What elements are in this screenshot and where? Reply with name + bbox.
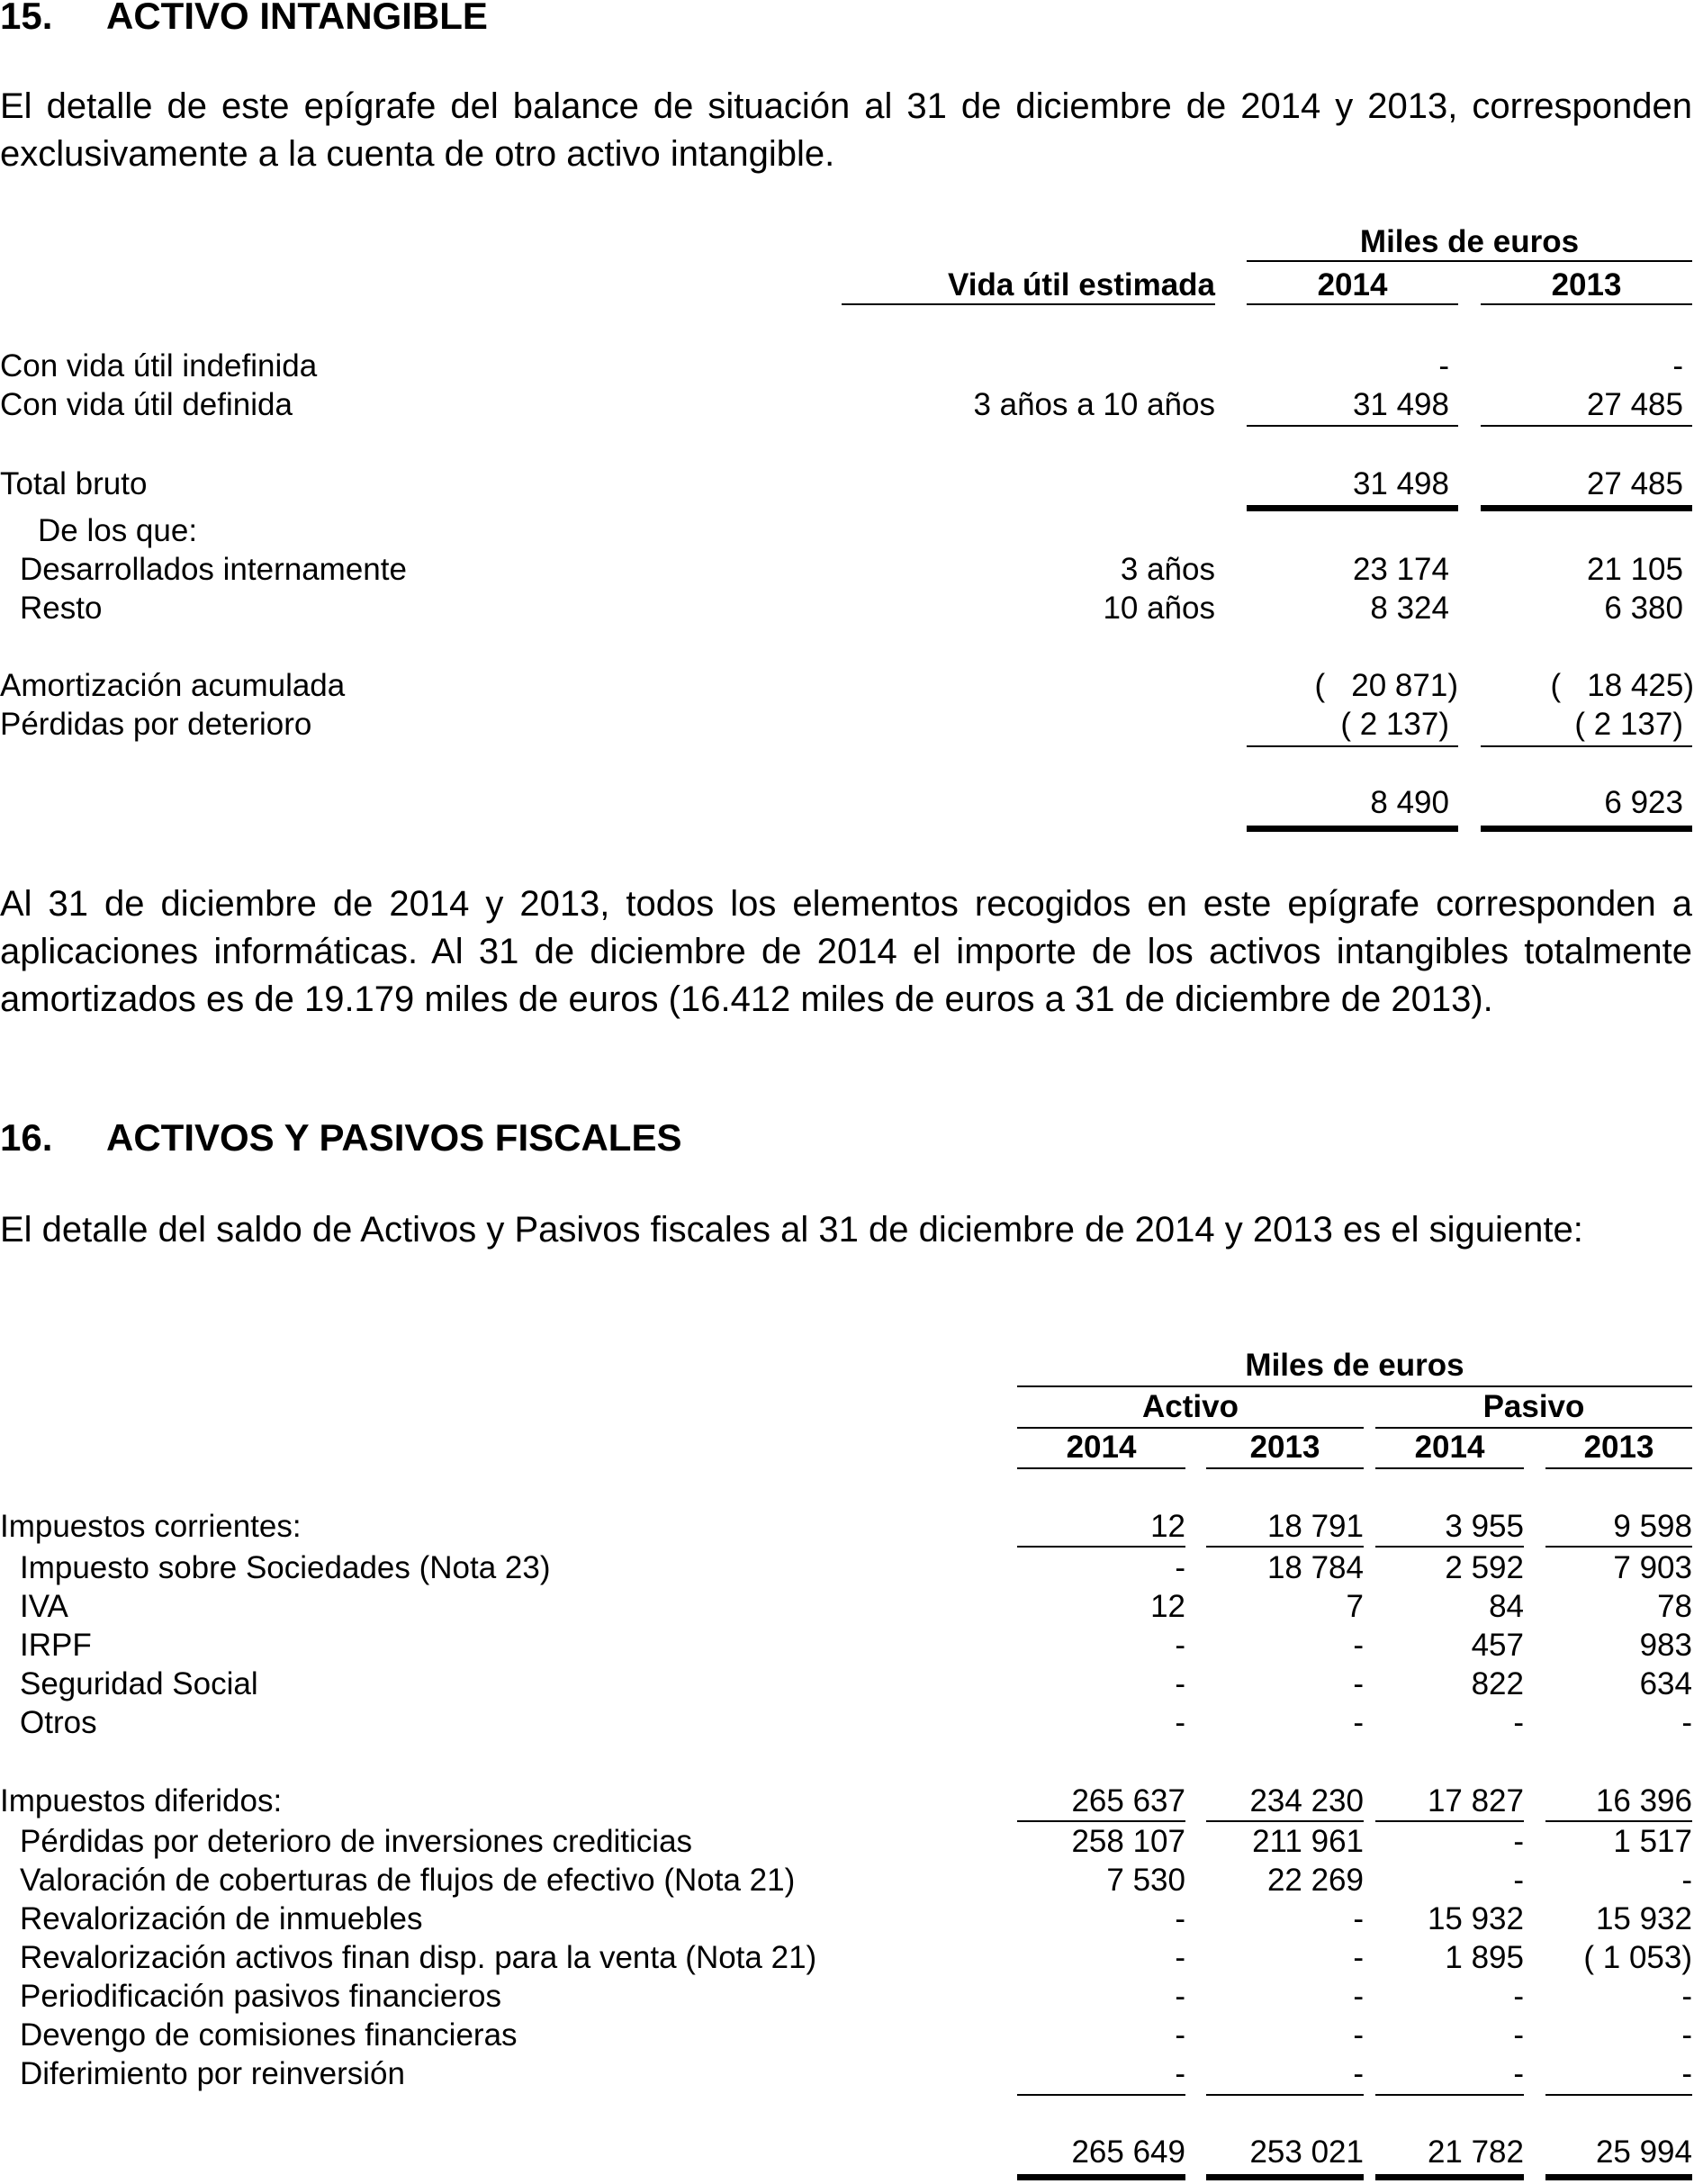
- table-cell: 10 años: [1103, 591, 1215, 626]
- table-cell: 8 490: [1370, 785, 1449, 820]
- table-cell: -: [1513, 2056, 1524, 2091]
- table-cell: 25 994: [1595, 2134, 1692, 2170]
- table-cell: 16 396: [1595, 1783, 1692, 1818]
- table-cell: -: [1353, 1979, 1364, 2014]
- table-row-label: Revalorización activos finan disp. para la venta (Nota 21): [20, 1940, 817, 1975]
- table-row-label: Desarrollados internamente: [20, 552, 407, 587]
- table-cell: -: [1681, 1863, 1692, 1898]
- table-cell: 7 530: [1106, 1863, 1185, 1898]
- header-pasivo-2014: 2014: [1414, 1430, 1485, 1465]
- table-cell: -: [1175, 1550, 1185, 1585]
- table-cell: 634: [1639, 1666, 1692, 1701]
- header-miles-de-euros: Miles de euros: [1359, 224, 1580, 259]
- table-cell: 1 895: [1445, 1940, 1524, 1975]
- table-cell: 27 485: [1586, 387, 1683, 422]
- table-cell: -: [1175, 1666, 1185, 1701]
- table-row-label: IRPF: [20, 1628, 92, 1663]
- table-row-label: Revalorización de inmuebles: [20, 1901, 423, 1936]
- table-cell: -: [1175, 1628, 1185, 1663]
- table-row-label: Con vida útil definida: [0, 387, 293, 422]
- table-cell: -: [1353, 1705, 1364, 1740]
- table-cell: 7: [1346, 1589, 1364, 1624]
- table-cell: -: [1513, 1979, 1524, 2014]
- table-cell: 6 380: [1604, 591, 1683, 626]
- table-row-label: De los que:: [38, 513, 198, 548]
- table-cell: 983: [1639, 1628, 1692, 1663]
- table-cell: 12: [1150, 1509, 1185, 1544]
- section-16-title: ACTIVOS Y PASIVOS FISCALES: [106, 1116, 682, 1159]
- table-cell: -: [1681, 1705, 1692, 1740]
- table-row-label: Resto: [20, 591, 103, 626]
- table-row-label: Con vida útil indefinida: [0, 348, 318, 384]
- table-cell: -: [1175, 1901, 1185, 1936]
- table-cell: 31 498: [1352, 387, 1449, 422]
- table-cell: -: [1681, 2056, 1692, 2091]
- header-vida-util: Vida útil estimada: [948, 267, 1215, 302]
- section-15-title: ACTIVO INTANGIBLE: [106, 0, 488, 37]
- table-cell: -: [1175, 1705, 1185, 1740]
- table-cell: 253 021: [1249, 2134, 1364, 2170]
- section-15-number: 15.: [0, 0, 53, 37]
- header-activo-2013: 2013: [1249, 1430, 1320, 1465]
- table-cell: ( 18 425): [1550, 668, 1694, 703]
- table-cell: -: [1681, 1979, 1692, 2014]
- table-cell: 22 269: [1266, 1863, 1364, 1898]
- section-16-intro: El detalle del saldo de Activos y Pasivos fiscales al 31 de diciembre de 2014 y 2013 es el siguiente:: [0, 1210, 1583, 1250]
- table-cell: 6 923: [1604, 785, 1683, 820]
- table-cell: -: [1353, 2056, 1364, 2091]
- table-row-label: Pérdidas por deterioro de inversiones crediticias: [20, 1824, 693, 1859]
- table-cell: ( 2 137): [1574, 707, 1683, 742]
- header-activo-2014: 2014: [1066, 1430, 1137, 1465]
- table-row-label: Impuesto sobre Sociedades (Nota 23): [20, 1550, 551, 1585]
- table-cell: -: [1175, 2056, 1185, 2091]
- table-cell: 78: [1657, 1589, 1692, 1624]
- table-cell: 18 784: [1266, 1550, 1364, 1585]
- table-cell: -: [1513, 2017, 1524, 2053]
- header-pasivo: Pasivo: [1482, 1389, 1585, 1424]
- table-cell: -: [1175, 1979, 1185, 2014]
- table-row-label: Seguridad Social: [20, 1666, 258, 1701]
- table-row-label: Amortización acumulada: [0, 668, 346, 703]
- table-cell: -: [1353, 1940, 1364, 1975]
- table-cell: -: [1353, 1628, 1364, 1663]
- table-cell: 12: [1150, 1589, 1185, 1624]
- table-cell: -: [1353, 1901, 1364, 1936]
- table-cell: 17 827: [1427, 1783, 1524, 1818]
- table-cell: 31 498: [1352, 466, 1449, 501]
- table-cell: -: [1681, 2017, 1692, 2053]
- table-row-label: IVA: [20, 1589, 68, 1624]
- table-cell: 1 517: [1613, 1824, 1692, 1859]
- table-row-label: Impuestos corrientes:: [0, 1509, 302, 1544]
- table-cell: -: [1513, 1863, 1524, 1898]
- table-row-label: Impuestos diferidos:: [0, 1783, 283, 1818]
- table-cell: 258 107: [1071, 1824, 1185, 1859]
- table-cell: 15 932: [1595, 1901, 1692, 1936]
- header-2013: 2013: [1551, 267, 1622, 302]
- table-row-label: Diferimiento por reinversión: [20, 2056, 405, 2091]
- header-activo: Activo: [1142, 1389, 1239, 1424]
- table-cell: -: [1353, 2017, 1364, 2053]
- table-cell: 3 años a 10 años: [973, 387, 1215, 422]
- table-cell: 234 230: [1249, 1783, 1364, 1818]
- table-cell: -: [1353, 1666, 1364, 1701]
- table-cell: ( 2 137): [1340, 707, 1449, 742]
- table-cell: 27 485: [1586, 466, 1683, 501]
- table-cell: ( 20 871): [1314, 668, 1458, 703]
- table-cell: 23 174: [1352, 552, 1449, 587]
- table-cell: ( 1 053): [1583, 1940, 1692, 1975]
- table-cell: 265 649: [1071, 2134, 1185, 2170]
- table-cell: 7 903: [1613, 1550, 1692, 1585]
- table-row-label: Total bruto: [0, 466, 148, 501]
- table-cell: -: [1672, 348, 1683, 384]
- table-cell: 457: [1471, 1628, 1524, 1663]
- table-cell: 84: [1489, 1589, 1524, 1624]
- section-16-number: 16.: [0, 1116, 53, 1159]
- table-cell: 211 961: [1252, 1824, 1364, 1859]
- table-cell: 8 324: [1370, 591, 1449, 626]
- table-cell: 3 años: [1120, 552, 1215, 587]
- table-cell: -: [1513, 1824, 1524, 1859]
- table-cell: 9 598: [1613, 1509, 1692, 1544]
- table-cell: -: [1175, 2017, 1185, 2053]
- table-row-label: Periodificación pasivos financieros: [20, 1979, 501, 2014]
- section-15-note: Al 31 de diciembre de 2014 y 2013, todos los elementos recogidos en este epígrafe corresponden a aplicaciones informáticas. Al 31 de diciembre de 2014 el importe de los activos intangibles totalmente amortizados es de 19.179 miles de euros (16.412 miles de euros a 31 de diciembre de 2013).: [0, 884, 1692, 1019]
- table-cell: 2 592: [1445, 1550, 1524, 1585]
- section-15-intro: El detalle de este epígrafe del balance de situación al 31 de diciembre de 2014 y 2013, corresponden exclusivamente a la cuenta de otro activo intangible.: [0, 86, 1692, 174]
- table-cell: -: [1438, 348, 1449, 384]
- table-row-label: Valoración de coberturas de flujos de efectivo (Nota 21): [20, 1863, 796, 1898]
- table-cell: -: [1175, 1940, 1185, 1975]
- header-pasivo-2013: 2013: [1583, 1430, 1654, 1465]
- table-cell: 3 955: [1445, 1509, 1524, 1544]
- table-cell: -: [1513, 1705, 1524, 1740]
- table-cell: 265 637: [1071, 1783, 1185, 1818]
- table-cell: 18 791: [1266, 1509, 1364, 1544]
- table-cell: 21 105: [1586, 552, 1683, 587]
- table-row-label: Devengo de comisiones financieras: [20, 2017, 518, 2053]
- table-cell: 21 782: [1427, 2134, 1524, 2170]
- header-miles-de-euros: Miles de euros: [1245, 1348, 1464, 1383]
- table-row-label: Otros: [20, 1705, 97, 1740]
- table-cell: 822: [1471, 1666, 1524, 1701]
- table-row-label: Pérdidas por deterioro: [0, 707, 312, 742]
- header-2014: 2014: [1317, 267, 1388, 302]
- table-cell: 15 932: [1427, 1901, 1524, 1936]
